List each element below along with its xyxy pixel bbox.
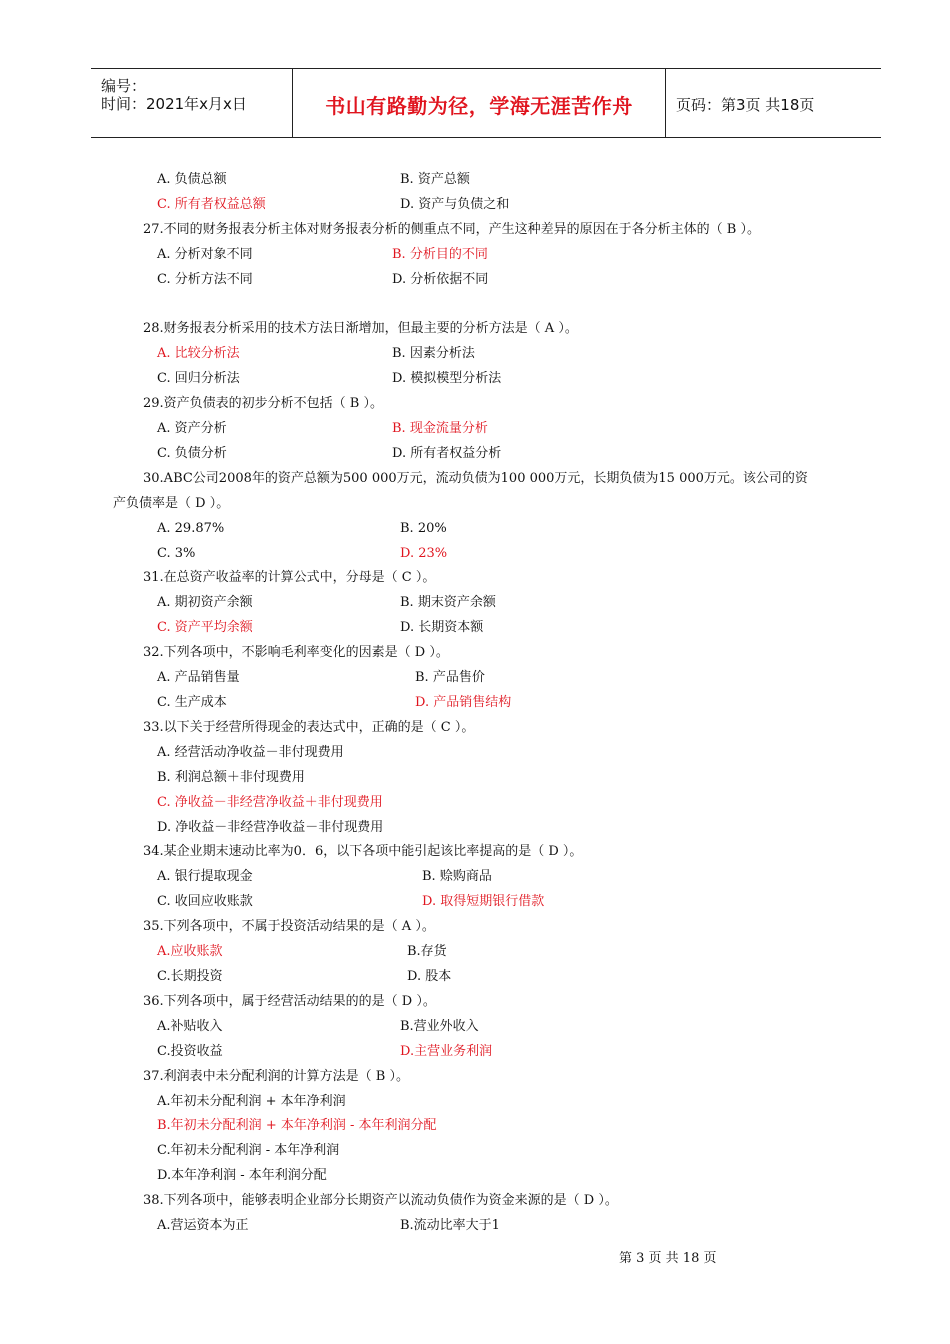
- q33-option-d: D. 净收益－非经营净收益－非付现费用: [157, 820, 384, 835]
- q26-option-a: A. 负债总额: [157, 172, 227, 187]
- q33-option-b: B. 利润总额＋非付现费用: [157, 770, 305, 785]
- q30-stem-line2: 产负债率是（ D ）。: [113, 496, 230, 511]
- q28-option-c: C. 回归分析法: [157, 371, 240, 386]
- q34-stem: 34.某企业期末速动比率为0．6，以下各项中能引起该比率提高的是（ D ）。: [143, 844, 583, 859]
- q30-option-c: C. 3%: [157, 546, 196, 561]
- q32-option-a: A. 产品销售量: [157, 670, 240, 685]
- q27-stem: 27.不同的财务报表分析主体对财务报表分析的侧重点不同，产生这种差异的原因在于各分析主体的（ B ）。: [143, 222, 760, 237]
- q34-option-a: A. 银行提取现金: [157, 869, 253, 884]
- q34-option-d-answer: D. 取得短期银行借款: [422, 894, 545, 909]
- q32-option-d-answer: D. 产品销售结构: [415, 695, 512, 710]
- header-left-cell: [91, 69, 293, 137]
- q28-option-b: B. 因素分析法: [392, 346, 475, 361]
- q29-option-b-answer: B. 现金流量分析: [392, 421, 488, 436]
- q31-stem: 31.在总资产收益率的计算公式中，分母是（ C ）。: [143, 570, 436, 585]
- q38-option-b: B.流动比率大于1: [400, 1218, 500, 1233]
- q35-option-c: C.长期投资: [157, 969, 223, 984]
- q37-option-c: C.年初未分配利润 - 本年净利润: [157, 1143, 340, 1158]
- q38-stem: 38.下列各项中，能够表明企业部分长期资产以流动负债作为资金来源的是（ D ）。: [143, 1193, 618, 1208]
- q27-option-b-answer: B. 分析目的不同: [392, 247, 488, 262]
- q36-option-c: C.投资收益: [157, 1044, 223, 1059]
- q35-option-b: B.存货: [407, 944, 447, 959]
- q27-option-c: C. 分析方法不同: [157, 272, 253, 287]
- q38-option-a: A.营运资本为正: [157, 1218, 249, 1233]
- q30-option-a: A. 29.87%: [157, 521, 225, 536]
- q30-option-b: B. 20%: [400, 521, 447, 536]
- page-footer: 第 3 页 共 18 页: [619, 1251, 717, 1266]
- q27-option-a: A. 分析对象不同: [157, 247, 253, 262]
- q33-stem: 33.以下关于经营所得现金的表达式中，正确的是（ C ）。: [143, 720, 475, 735]
- header-page-info: 页码：第3页 共18页: [676, 96, 815, 114]
- document-time: 时间：2021年x月x日: [101, 95, 247, 113]
- header-motto: 书山有路勤为径，学海无涯苦作舟: [325, 94, 633, 118]
- q30-stem-line1: 30.ABC公司2008年的资产总额为500 000万元，流动负债为100 000万元，长期负债为15 000万元。该公司的资: [143, 471, 808, 486]
- q32-option-b: B. 产品售价: [415, 670, 485, 685]
- q35-option-a-answer: A.应收账款: [157, 944, 223, 959]
- q31-option-b: B. 期末资产余额: [400, 595, 496, 610]
- header-middle-cell: [293, 69, 666, 137]
- q28-stem: 28.财务报表分析采用的技术方法日渐增加，但最主要的分析方法是（ A ）。: [143, 321, 578, 336]
- q35-stem: 35.下列各项中，不属于投资活动结果的是（ A ）。: [143, 919, 435, 934]
- q32-stem: 32.下列各项中，不影响毛利率变化的因素是（ D ）。: [143, 645, 449, 660]
- q33-option-a: A. 经营活动净收益－非付现费用: [157, 745, 344, 760]
- q27-option-d: D. 分析依据不同: [392, 272, 489, 287]
- q29-option-c: C. 负债分析: [157, 446, 227, 461]
- q34-option-b: B. 赊购商品: [422, 869, 492, 884]
- q30-option-d-answer: D. 23%: [400, 546, 448, 561]
- q31-option-a: A. 期初资产余额: [157, 595, 253, 610]
- q36-option-a: A.补贴收入: [157, 1019, 223, 1034]
- page-header: [91, 68, 881, 138]
- q37-option-d: D.本年净利润 - 本年利润分配: [157, 1168, 327, 1183]
- q36-option-d-answer: D.主营业务利润: [400, 1044, 493, 1059]
- q26-option-d: D. 资产与负债之和: [400, 197, 510, 212]
- header-right-cell: [666, 69, 881, 137]
- q35-option-d: D. 股本: [407, 969, 452, 984]
- q36-stem: 36.下列各项中，属于经营活动结果的的是（ D ）。: [143, 994, 436, 1009]
- q26-option-c-answer: C. 所有者权益总额: [157, 197, 266, 212]
- q36-option-b: B.营业外收入: [400, 1019, 479, 1034]
- q37-option-b-answer: B.年初未分配利润 + 本年净利润 - 本年利润分配: [157, 1118, 437, 1133]
- q31-option-c-answer: C. 资产平均余额: [157, 620, 253, 635]
- q37-stem: 37.利润表中未分配利润的计算方法是（ B ）。: [143, 1069, 409, 1084]
- q32-option-c: C. 生产成本: [157, 695, 227, 710]
- document-number-label: 编号：: [101, 77, 147, 95]
- q33-option-c-answer: C. 净收益－非经营净收益＋非付现费用: [157, 795, 383, 810]
- q29-stem: 29.资产负债表的初步分析不包括（ B ）。: [143, 396, 383, 411]
- q28-option-a-answer: A. 比较分析法: [157, 346, 240, 361]
- q26-option-b: B. 资产总额: [400, 172, 470, 187]
- q29-option-a: A. 资产分析: [157, 421, 227, 436]
- q37-option-a: A.年初未分配利润 + 本年净利润: [157, 1094, 346, 1109]
- q34-option-c: C. 收回应收账款: [157, 894, 253, 909]
- q31-option-d: D. 长期资本额: [400, 620, 484, 635]
- q28-option-d: D. 模拟模型分析法: [392, 371, 502, 386]
- q29-option-d: D. 所有者权益分析: [392, 446, 502, 461]
